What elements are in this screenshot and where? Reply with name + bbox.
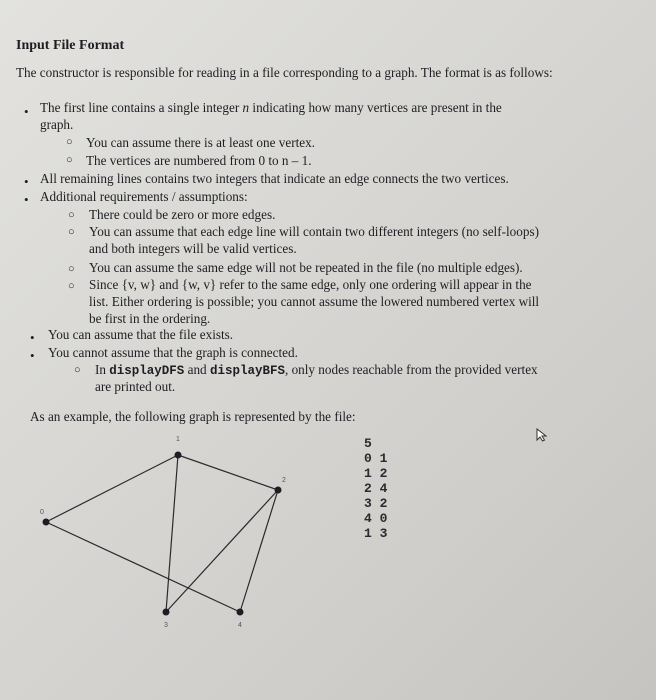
sub-display-methods-p2: and [184,362,210,377]
sub-no-multiple-edges: You can assume the same edge will not be repeated in the file (no multiple edges). [89,260,523,275]
sub-display-methods-p1: In [95,362,110,377]
vertex-label-0: 0 [40,509,44,516]
edge-1-3 [166,455,178,612]
circle-bullet-icon: ○ [66,136,73,148]
var-n: n [242,100,250,115]
file-line: 5 [364,436,372,451]
file-line: 3 2 [364,496,388,511]
bullet-icon: • [30,330,35,345]
file-line: 1 2 [364,466,388,481]
circle-bullet-icon: ○ [68,280,75,292]
intro-paragraph: The constructor is responsible for reading in a file corresponding to a graph. The format is as follows: [16,65,553,80]
sub-no-self-loops: You can assume that each edge line will contain two different integers (no self-loops) [89,224,539,239]
vertex-4 [237,609,244,616]
file-line: 1 3 [364,526,388,541]
file-line: 0 1 [364,451,388,466]
bullet-additional: Additional requirements / assumptions: [40,189,248,204]
circle-bullet-icon: ○ [68,226,75,238]
bullet-first-line-suffix: indicating how many vertices are present in the [249,100,502,115]
vertex-label-3: 3 [164,622,168,629]
bullet-icon: • [24,192,29,207]
sub-no-self-loops-cont: and both integers will be valid vertices. [89,241,297,256]
edge-0-1 [46,455,178,522]
vertex-label-4: 4 [238,622,242,629]
sub-display-methods-cont: are printed out. [95,379,176,394]
file-line: 2 4 [364,481,388,496]
edge-3-2 [166,490,278,612]
bullet-icon: • [24,104,29,119]
display-bfs-code: displayBFS [209,364,285,378]
vertex-0 [43,519,50,526]
circle-bullet-icon: ○ [66,154,73,166]
bullet-file-exists: You can assume that the file exists. [48,327,234,342]
sub-ordering-cont: list. Either ordering is possible; you cannot assume the lowered numbered vertex will [89,294,540,309]
bullet-not-connected: You cannot assume that the graph is connected. [48,345,298,360]
sub-ordering-cont2: be first in the ordering. [89,311,211,326]
section-title: Input File Format [16,38,125,53]
sub-display-methods-p3: , only nodes reachable from the provided vertex [284,362,538,377]
edge-4-0 [46,522,240,612]
circle-bullet-icon: ○ [68,263,75,275]
bullet-first-line-cont: graph. [40,117,74,132]
sub-numbered: The vertices are numbered from 0 to n – 1. [86,153,312,168]
vertex-2 [275,487,282,494]
bullet-remaining-lines: All remaining lines contains two integers that indicate an edge connects the two vertices. [40,171,509,186]
bullet-icon: • [24,174,29,189]
vertex-1 [175,452,182,459]
sub-at-least-one: You can assume there is at least one vertex. [86,135,316,150]
vertex-3 [163,609,170,616]
file-line: 4 0 [364,511,388,526]
vertex-label-1: 1 [176,436,180,443]
bullet-icon: • [30,348,35,363]
example-caption: As an example, the following graph is represented by the file: [30,409,356,424]
bullet-first-line-prefix: The first line contains a single integer [40,100,243,115]
edge-2-4 [240,490,278,612]
vertex-label-2: 2 [282,477,286,484]
sub-zero-edges: There could be zero or more edges. [89,207,276,222]
mouse-cursor-icon [536,428,550,442]
edge-1-2 [178,455,278,490]
sub-ordering: Since {v, w} and {w, v} refer to the same edge, only one ordering will appear in the [89,277,532,292]
circle-bullet-icon: ○ [68,209,75,221]
circle-bullet-icon: ○ [74,364,81,376]
display-dfs-code: displayDFS [109,364,185,378]
